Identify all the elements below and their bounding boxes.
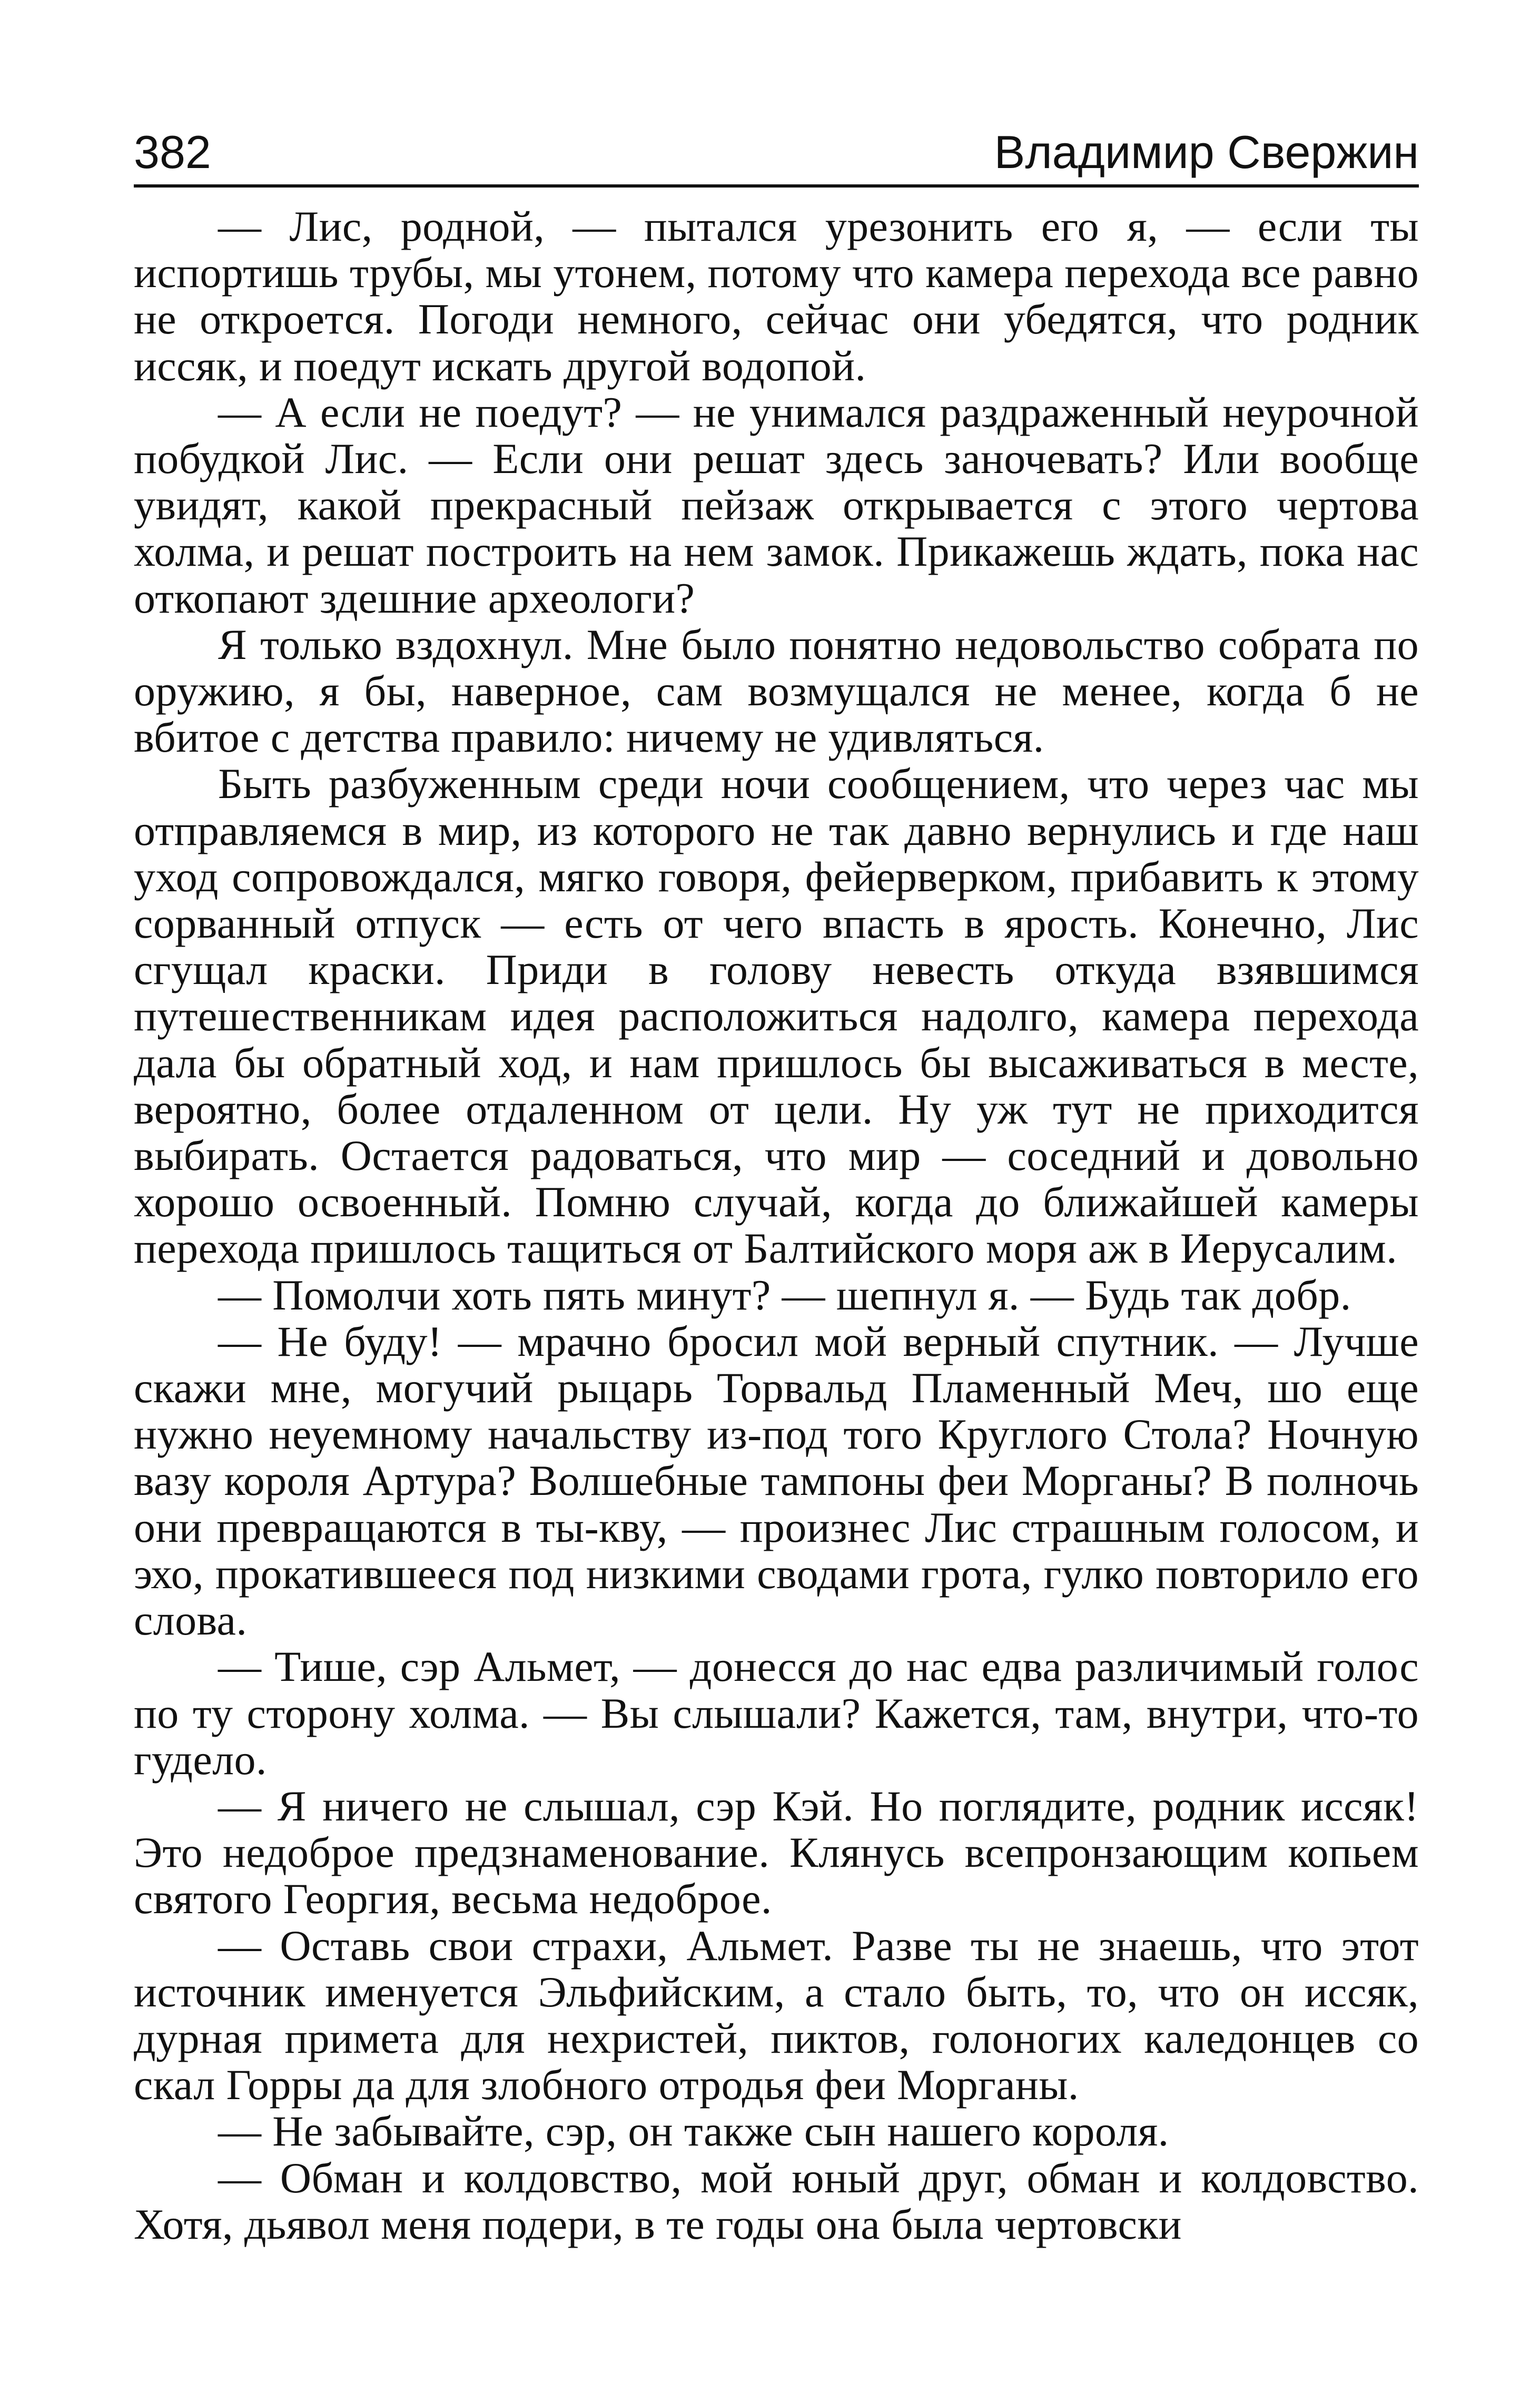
paragraph: — А если не поедут? — не унимался раздраженный неурочной побудкой Лис. — Если они решат здесь заночевать? Или вообще увидят, какой прекрасный пейзаж открывается с этого чертова холма, и решат построить на нем замок. Прикажешь ждать, пока нас откопают здешние археологи?	[134, 388, 1419, 622]
page-number: 382	[134, 126, 211, 178]
paragraph: — Помолчи хоть пять минут? — шепнул я. — Будь так добр.	[218, 1271, 1351, 1319]
paragraph: — Не забывайте, сэр, он также сын нашего короля.	[218, 2107, 1169, 2155]
paragraph: — Обман и колдовство, мой юный друг, обман и колдовство. Хотя, дьявол меня подери, в те годы она была чертовски	[134, 2153, 1419, 2248]
paragraph: — Лис, родной, — пытался урезонить его я, — если ты испортишь трубы, мы утонем, потому что камера перехода все равно не откроется. Погоди немного, сейчас они убедятся, что родник иссяк, и поедут искать другой водопой.	[134, 202, 1419, 390]
book-page	[134, 116, 1419, 2248]
paragraph: Быть разбуженным среди ночи сообщением, что через час мы отправляемся в мир, из которого не так давно вернулись и где наш уход сопровождался, мягко говоря, фейерверком, прибавить к этому сорванный отпуск — есть от чего впасть в ярость. Конечно, Лис сгущал краски. Приди в голову невесть откуда взявшимся путешественникам идея расположиться надолго, камера перехода дала бы обратный ход, и нам пришлось бы высаживаться в месте, вероятно, более отдаленном от цели. Ну уж тут не приходится выбирать. Остается радоваться, что мир — соседний и довольно хорошо освоенный. Помню случай, когда до ближайшей камеры перехода пришлось тащиться от Балтийского моря аж в Иерусалим.	[134, 760, 1419, 1273]
page-header	[134, 116, 1419, 188]
paragraph: — Тише, сэр Альмет, — донесся до нас едва различимый голос по ту сторону холма. — Вы слышали? Кажется, там, внутри, что-то гудело.	[134, 1642, 1419, 1784]
paragraph: — Я ничего не слышал, сэр Кэй. Но поглядите, родник иссяк! Это недоброе предзнаменование. Клянусь всепронзающим копьем святого Георгия, весьма недоброе.	[134, 1781, 1419, 1923]
running-head-author: Владимир Свержин	[994, 126, 1419, 178]
paragraph: — Не буду! — мрачно бросил мой верный спутник. — Лучше скажи мне, могучий рыцарь Торвальд Пламенный Меч, шо еще нужно неуемному начальству из-под того Круглого Стола? Ночную вазу короля Артура? Волшебные тампоны феи Морганы? В полночь они превращаются в ты-кву, — произнес Лис страшным голосом, и эхо, прокатившееся под низкими сводами грота, гулко повторило его слова.	[134, 1317, 1419, 1645]
body-text	[134, 203, 1419, 2248]
paragraph: — Оставь свои страхи, Альмет. Разве ты не знаешь, что этот источник именуется Эльфийским, а стало быть, то, что он иссяк, дурная примета для нехристей, пиктов, голоногих каледонцев со скал Горры да для злобного отродья феи Морганы.	[134, 1921, 1419, 2109]
paragraph: Я только вздохнул. Мне было понятно недовольство собрата по оружию, я бы, наверное, сам возмущался не менее, когда б не вбитое с детства правило: ничему не удивляться.	[134, 620, 1419, 762]
